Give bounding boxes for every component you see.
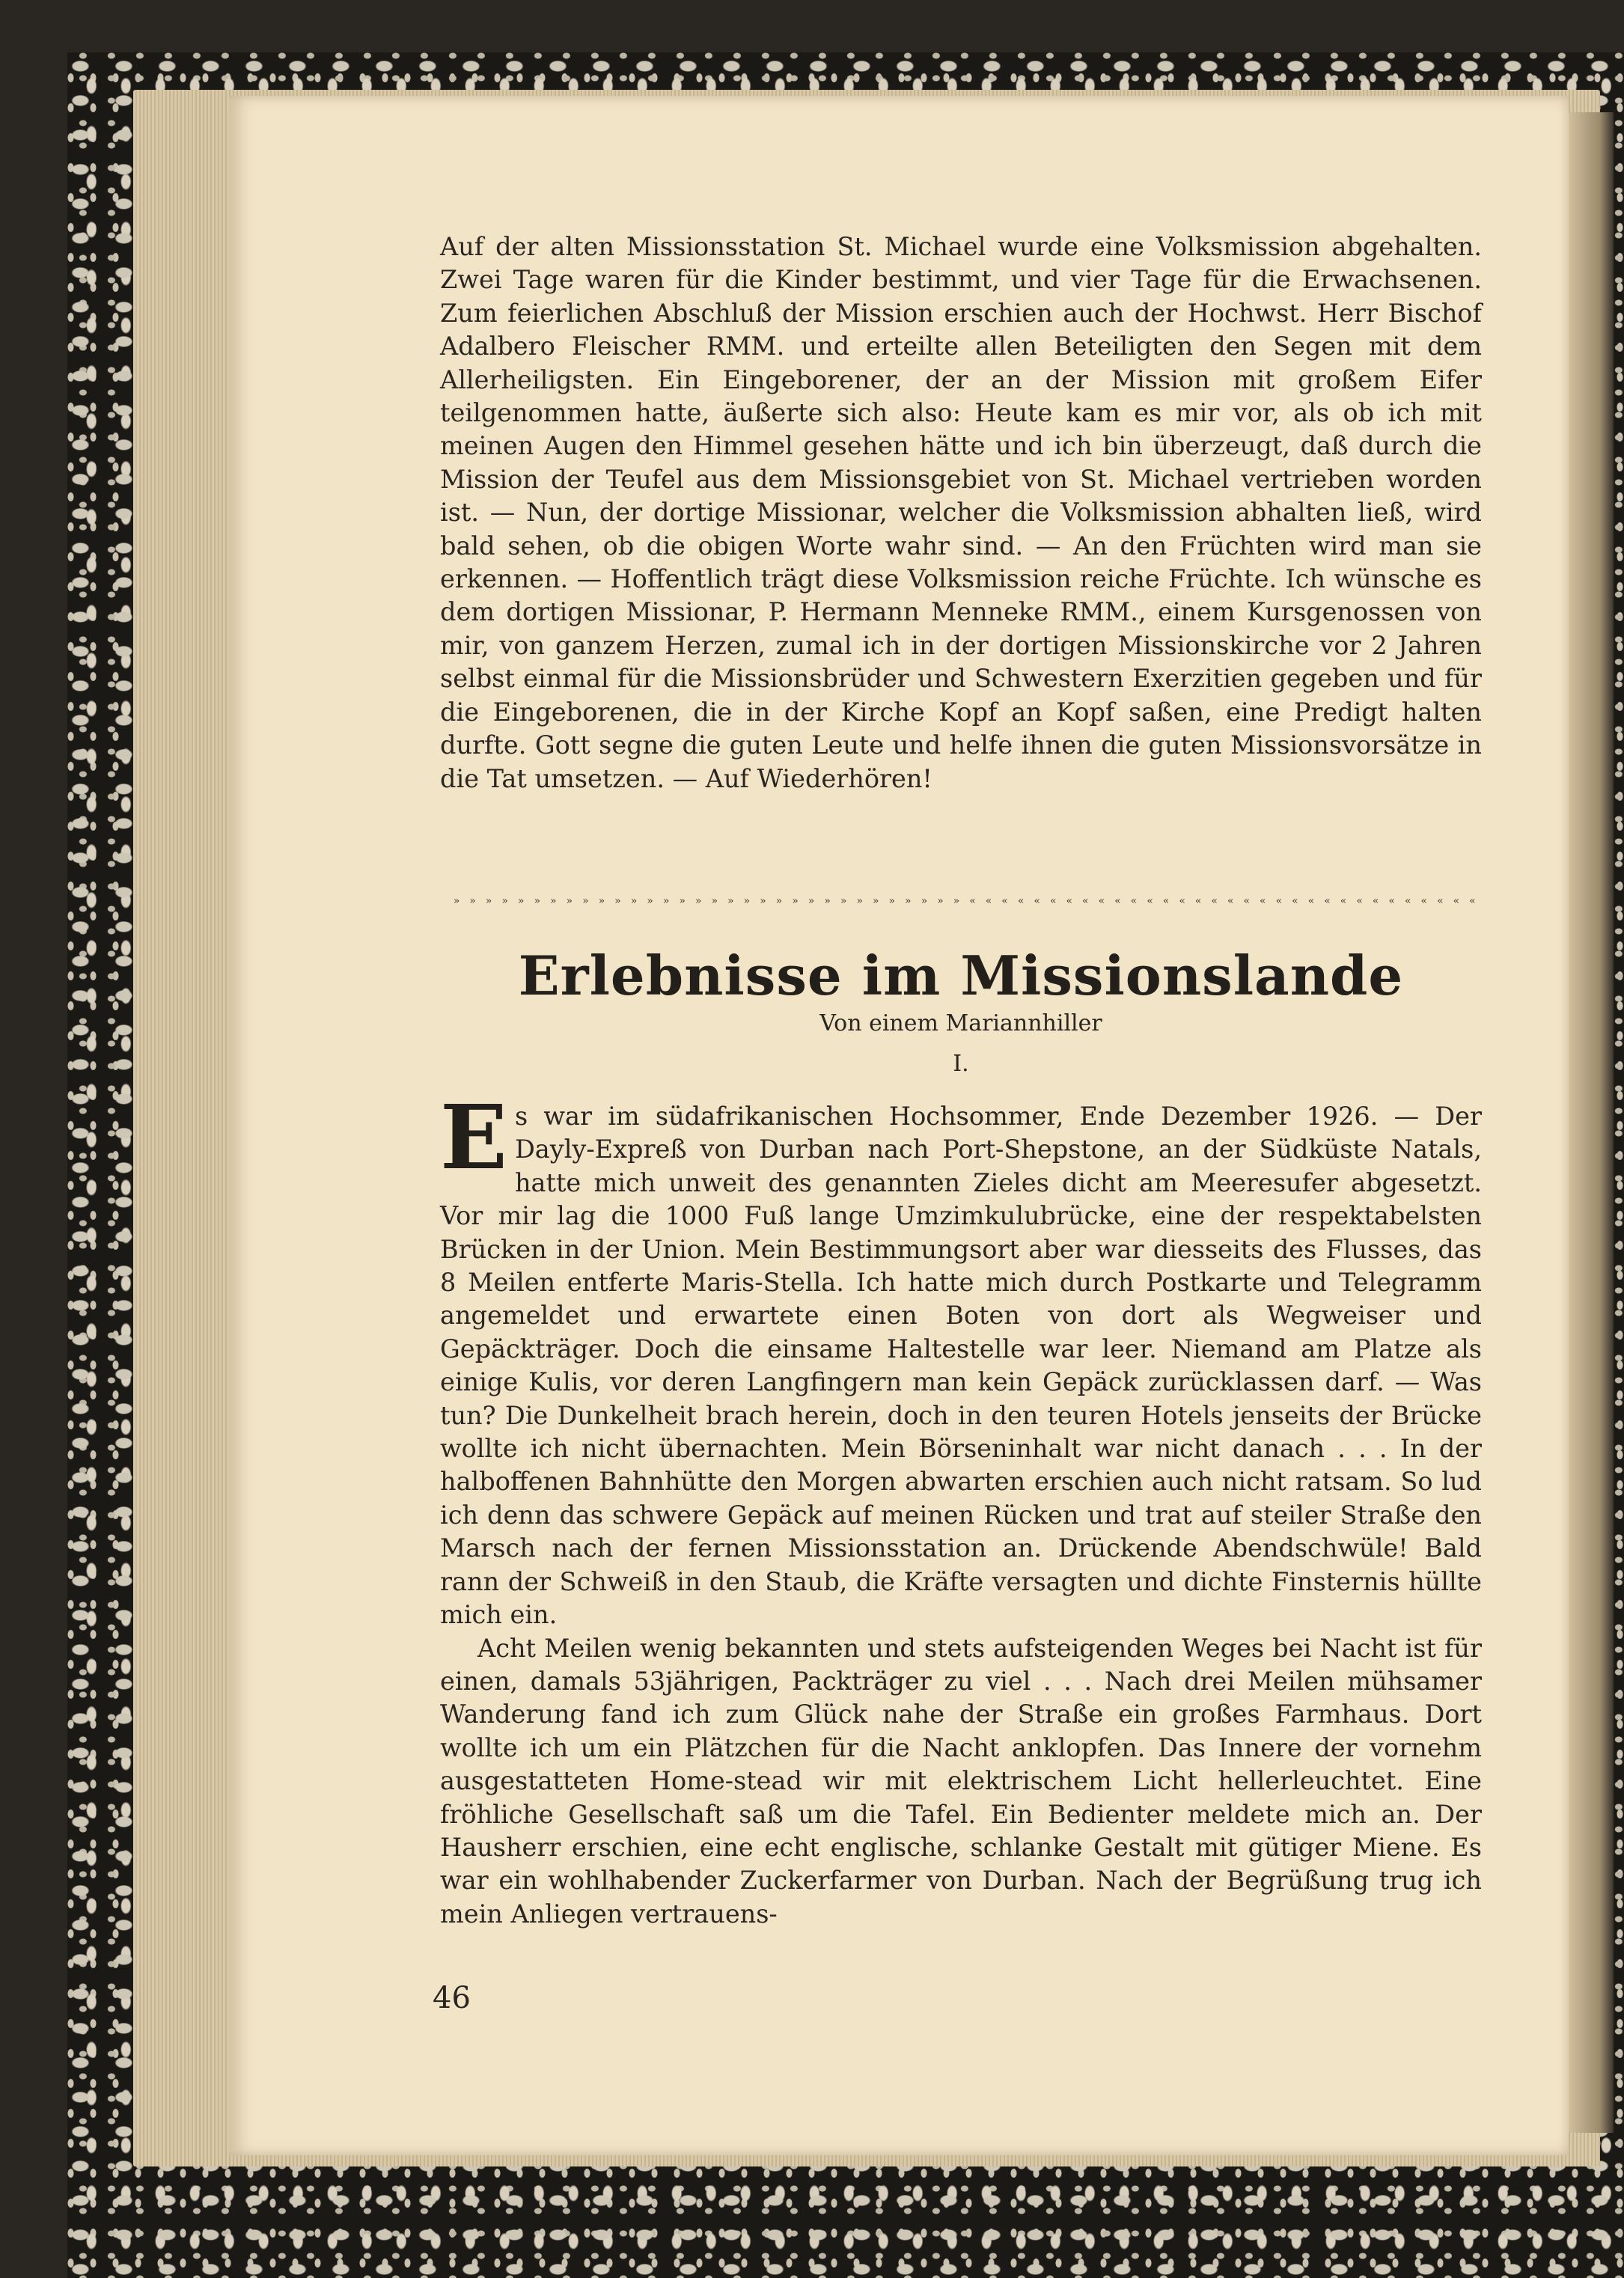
divider-ornament: «: [1017, 895, 1025, 907]
divider-ornament: »: [501, 895, 508, 907]
divider-ornament: »: [775, 895, 783, 907]
divider-ornament: «: [1453, 895, 1460, 907]
divider-ornament: »: [856, 895, 863, 907]
divider-ornament: »: [630, 895, 638, 907]
divider-ornament: »: [453, 895, 460, 907]
divider-ornament: «: [1292, 895, 1298, 907]
paragraph-1: [440, 1085, 1482, 1632]
divider-ornament: »: [662, 895, 670, 907]
divider-ornament: »: [711, 895, 718, 907]
divider-ornament: «: [1179, 895, 1185, 907]
divider-ornament: »: [921, 895, 928, 907]
divider-ornament: »: [647, 895, 653, 907]
page-gutter-shadow: [1569, 112, 1614, 2133]
divider-ornament: «: [1388, 895, 1395, 907]
divider-ornament: »: [598, 895, 605, 907]
divider-ornament: »: [695, 895, 702, 907]
divider-ornament: »: [614, 895, 621, 907]
divider-ornament: »: [888, 895, 896, 907]
paragraph-2: Acht Meilen wenig bekannten und stets aufsteigenden Weges bei Nacht ist für einen, damals 53jährigen, Packträger zu viel . . . Nach drei Meilen mühsamer Wanderung fand ich zum Glück nahe der Straße ein großes Farmhaus. Dort wollte ich um ein Plätzchen für die Nacht anklopfen. Das Innere der vornehm ausgestatteten Home-stead wir mit elektrischem Licht hellerleuchtet. Eine fröhliche Gesellschaft saß um die Tafel. Ein Bedienter meldete mich an. Der Hausherr erschien, eine echt englische, schlanke Gestalt mit gütiger Miene. Es war ein wohlhabender Zuckerfarmer von Durban. Nach der Begrüßung trug ich mein Anliegen vertrauens-: [440, 1633, 1482, 1929]
divider-ornament: «: [1194, 895, 1202, 907]
divider-ornament: »: [824, 895, 831, 907]
divider-ornament: «: [1437, 895, 1444, 907]
divider-ornament: »: [953, 895, 960, 907]
divider-ornament: «: [1130, 895, 1138, 907]
divider-ornament: «: [1211, 895, 1218, 907]
divider-ornament: »: [549, 895, 557, 907]
divider-ornament: »: [743, 895, 751, 907]
divider-ornament: »: [534, 895, 541, 907]
divider-ornament: «: [1356, 895, 1363, 907]
divider-ornament: «: [1227, 895, 1234, 907]
divider-ornament: «: [1162, 895, 1170, 907]
divider-ornament: «: [1324, 895, 1331, 907]
drop-cap: E: [440, 1085, 507, 1189]
divider-ornament: «: [1243, 895, 1251, 907]
divider-ornament: »: [937, 895, 944, 907]
section-number: I.: [953, 1051, 969, 1077]
divider-ornament: «: [1307, 895, 1315, 907]
divider-ornament: »: [792, 895, 799, 907]
divider-ornament: «: [1404, 895, 1411, 907]
divider-ornament: »: [582, 895, 589, 907]
divider-ornament: «: [1049, 895, 1057, 907]
divider-ornament: «: [1147, 895, 1153, 907]
divider-ornament: »: [760, 895, 766, 907]
article-byline: Von einem Mariannhiller: [819, 1010, 1102, 1036]
divider-ornament: »: [485, 895, 492, 907]
page-number: 46: [433, 1981, 471, 2015]
divider-ornament: »: [808, 895, 815, 907]
divider-ornament: «: [1114, 895, 1121, 907]
divider-ornament: «: [1260, 895, 1266, 907]
divider-ornament: »: [872, 895, 879, 907]
divider-ornament: »: [905, 895, 912, 907]
divider-ornament: «: [1340, 895, 1347, 907]
divider-ornament: «: [1098, 895, 1105, 907]
divider-ornament: «: [1420, 895, 1428, 907]
divider-ornament: «: [1275, 895, 1283, 907]
paragraph-1-text: s war im südafrikanischen Hochsommer, Ende Dezember 1926. — Der Dayly-Expreß von Durban nach Port-Shepstone, an der Südküste Natals, hatte mich unweit des genannten Zieles dicht am Meeresufer abgesetzt. Vor mir lag die 1000 Fuß lange Umzimkulubrücke, eine der respektabelsten Brücken in der Union. Mein Bestimmungsort aber war diesseits des Flusses, das 8 Meilen entferte Maris-Stella. Ich hatte mich durch Postkarte und Telegramm angemeldet und erwartete einen Boten von dort als Wegweiser und Gepäckträger. Doch die einsame Haltestelle war leer. Niemand am Platze als einige Kulis, vor deren Langfingern man kein Gepäck zurücklassen darf. — Was tun? Die Dunkelheit brach herein, doch in den teuren Hotels jenseits der Brücke wollte ich nicht übernachten. Mein Börseninhalt war nicht danach . . . In der halboffenen Bahnhütte den Morgen abwarten erschien auch nicht ratsam. So lud ich denn das schwere Gepäck auf meinen Rücken und trat auf steiler Straße den Marsch nach der fernen Missionsstation an. Drückende Abendschwüle! Bald rann der Schweiß in den Staub, die Kräfte versagten und dichte Finsternis hüllte mich ein.: [440, 1102, 1482, 1630]
ornamental-divider: [451, 895, 1478, 907]
divider-ornament: «: [1001, 895, 1008, 907]
divider-ornament: »: [679, 895, 686, 907]
divider-ornament: »: [517, 895, 525, 907]
divider-ornament: «: [1082, 895, 1089, 907]
divider-ornament: »: [840, 895, 847, 907]
divider-ornament: »: [469, 895, 476, 907]
divider-ornament: «: [985, 895, 992, 907]
divider-ornament: «: [969, 895, 976, 907]
divider-ornament: «: [1034, 895, 1040, 907]
paragraph-top: Auf der alten Missionsstation St. Michael wurde eine Volksmission abgehalten. Zwei Tage waren für die Kinder bestimmt, und vier Tage für die Erwachsenen. Zum feierlichen Abschluß der Mission erschien auch der Hochwst. Herr Bischof Adalbero Fleischer RMM. und erteilte allen Beteiligten den Segen mit dem Allerheiligsten. Ein Eingeborener, der an der Mission mit großem Eifer teilgenommen hatte, äußerte sich also: Heute kam es mir vor, als ob ich mit meinen Augen den Himmel gesehen hätte und ich bin überzeugt, daß durch die Mission der Teufel aus dem Missionsgebiet von St. Michael vertrieben worden ist. — Nun, der dortige Missionar, welcher die Volksmission abhalten ließ, wird bald sehen, ob die obigen Worte wahr sind. — An den Früchten wird man sie erkennen. — Hoffentlich trägt diese Volksmission reiche Früchte. Ich wünsche es dem dortigen Missionar, P. Hermann Menneke RMM., einem Kursgenossen von mir, von ganzem Herzen, zumal ich in der dortigen Missionskirche vor 2 Jahren selbst einmal für die Missionsbrüder und Schwestern Exerzitien gegeben und für die Eingeborenen, die in der Kirche Kopf an Kopf saßen, eine Predigt halten durfte. Gott segne die guten Leute und helfe ihnen die guten Missionsvorsätze in die Tat umsetzen. — Auf Wiederhören!: [440, 232, 1482, 793]
article-body: [440, 1085, 1482, 1931]
previous-article-paragraph: [440, 230, 1482, 796]
divider-ornament: »: [566, 895, 573, 907]
divider-ornament: «: [1066, 895, 1073, 907]
divider-ornament: »: [727, 895, 734, 907]
divider-ornament: «: [1372, 895, 1379, 907]
divider-ornament: «: [1469, 895, 1476, 907]
article-title: Erlebnisse im Missionslande: [518, 944, 1404, 1007]
